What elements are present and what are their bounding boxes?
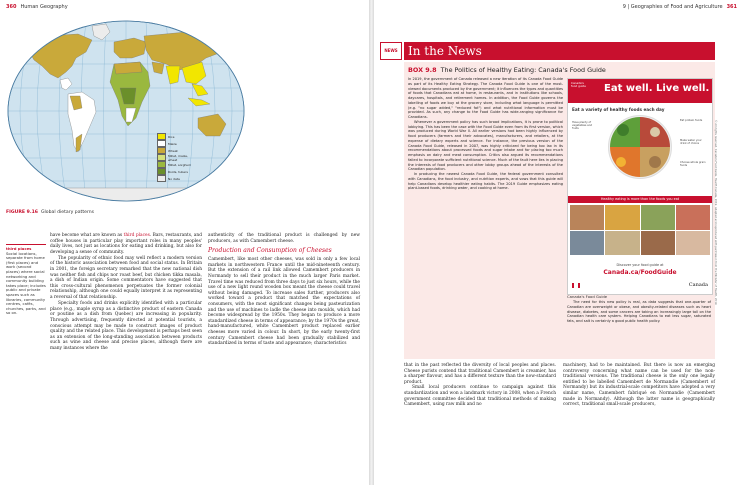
food-guide-logo: Canada's food guide xyxy=(571,81,586,89)
figure-label: FIGURE 9.16 xyxy=(6,210,38,215)
box-paragraph: The need for this new policy is real, as data suggests that one-quarter of Canadian are overweight or obese, and obesity-related diseases such as heart disease, diabetes, and some cancers are taking an increasingly large toll on the Canadian health care system. Helping Canadians to eat less sugar, saturated fats, and salt is certainly a good public health policy. xyxy=(567,300,711,323)
wholegrain-label: Choose whole grain foods xyxy=(680,161,706,167)
food-guide-image xyxy=(567,78,713,295)
right-page xyxy=(374,0,743,485)
world-dietary-map xyxy=(6,18,246,204)
food-guide-motto: Eat well. Live well. xyxy=(604,83,710,94)
photo-tile xyxy=(570,205,604,230)
legend-label: Rice xyxy=(168,134,175,139)
photo-tile xyxy=(641,205,675,230)
legend-row xyxy=(157,161,197,168)
section-heading: Production and Consumption of Cheeses xyxy=(208,247,332,255)
box-paragraph: In 2019, the government of Canada released a new iteration of its Canada Food Guide as part of its Healthy Eating Strategy. The Canada Food Guide is one of the most-viewed documents produced by the government; it influences the types and quantities of foods that Canadians eat at home, in restaurants, and in institutions like schools, daycares, hospitals, and retirement homes. In addition, the Food Guide governs the labelling of foods we buy at the grocery store, including what language is permitted (e.g. "no sugar added," "reduced fat") and what nutritional information must be provided. As such, any change to the Food Guide has wide-ranging significance for Canadians. xyxy=(408,77,563,119)
protein-label: Eat protein foods xyxy=(680,119,703,122)
legend-row xyxy=(157,140,197,147)
news-header: In the News xyxy=(408,44,482,58)
photo-tile xyxy=(676,231,710,256)
legend-swatch-maize xyxy=(157,140,166,147)
box-number: BOX 9.8 xyxy=(408,66,437,74)
food-guide-caption: Canada's Food Guide xyxy=(567,294,608,299)
right-page-number: 361 xyxy=(726,4,737,10)
right-running-head xyxy=(623,4,737,10)
legend-row xyxy=(157,168,197,175)
box-text-left xyxy=(408,77,563,191)
photo-tile xyxy=(641,231,675,256)
left-running-title: Human Geography xyxy=(20,4,68,10)
legend-label: No data xyxy=(168,176,180,181)
left-page xyxy=(0,0,369,485)
image-credit xyxy=(713,120,717,306)
food-guide-url: Canada.ca/FoodGuide xyxy=(603,269,677,276)
chapter-label: 9 | Geographies of Food and Agriculture xyxy=(622,4,723,10)
legend-row xyxy=(157,154,197,161)
plate-svg xyxy=(609,116,671,178)
photo-tile xyxy=(676,205,710,230)
legend-swatch-no-data xyxy=(157,175,166,182)
figure-caption xyxy=(6,210,94,215)
image-credit-text: © All rights reserved. Canada's Food Guide. Health Canada, 2019. Adapted and reproduced with permission from the Minister of Health, 2019. xyxy=(714,120,717,306)
glossary-definition: Social locations, separate from home (first places) and work (second places) where social networking and community building takes place; includes public and private spaces such as libraries, community centres, cafés, churches, parks, and so on. xyxy=(6,250,46,316)
legend-swatch-rice xyxy=(157,133,166,140)
photo-tile xyxy=(605,231,639,256)
box-text-right xyxy=(567,300,711,324)
photo-tile xyxy=(605,205,639,230)
right-column-1 xyxy=(404,363,556,408)
box-paragraph: Whenever a government policy has such broad implications, it is prone to political lobbying. This has been the case with the Food Guide even from its first version, which was produced during World War II. All earlier versions had been highly influenced by food producers (farmers and their advocates), manufacturers, and retailers, at the expense of dietary experts and science. For instance, the previous version of the Canada Food Guide, released in 2007, was highly criticized for being too lax in its recommendations about processed foods and sugar intake and for placing too much emphasis on dairy and meat consumption. Critics also argued its recommendations failed to incorporate sufficient nutritional science. Much of the fault here lies in placing the interests of food producers and other lobby groups ahead of the interests of the Canadian population. xyxy=(408,119,563,172)
legend-label: Roots, tubers xyxy=(168,169,188,174)
legend-label: Maize xyxy=(168,141,177,146)
body-paragraph: authenticity of the traditional product is challenged by new producers, as with Camembert cheese. xyxy=(208,233,360,244)
body-paragraph: Camembert, like most other cheeses, was sold in only a few local markets in northwestern France until the mid-nineteenth century. But the extension of a rail link allowed Camembert producers in Normandy to sell their product in the much larger Paris market. Travel time was reduced from three days to just six hours, while the use of a new light round wooden box meant the cheese could travel without being damaged. To increase sales further, producers also worked toward a product that matched the expectations of consumers, with the most significant changes being pasteurization and the use of machines to ladle the cheese into moulds, which had become widespread by the 1950s. They began to produce a more standardized cheese in terms of appearance; by the 1970s the great, hand-manufactured, white Camembert product replaced earlier cheeses more varied in colour. In short, by the early twenty-first century Camembert cheese had been gradually stabilized and standardized in terms of taste and appearance; characteristics xyxy=(208,257,360,347)
legend-label: Millet, maize, wheat xyxy=(168,153,188,162)
right-column-2 xyxy=(563,363,715,408)
left-column-1 xyxy=(50,233,202,352)
food-guide-discover: Discover your food guide at xyxy=(616,263,664,267)
legend-label: Millet, sorghum xyxy=(168,162,192,167)
news-tag: NEWS xyxy=(380,42,402,60)
left-column-2 xyxy=(208,233,360,347)
canada-flag-icon xyxy=(572,283,580,288)
body-paragraph: Specialty foods and drinks explicitly identified with a particular place (e.g., maple syrup as a distinctive product of eastern Canada or poutine as a dish from Quebec) are increasing in popularity. Through advertising, frequently directed at potential tourists, a conscious attempt may be made to construct images of product quality and the related place. This development is perhaps best seen as an extension of the long-standing association between products such as wine and cheese and precise places, although there are many instances where the xyxy=(50,301,202,351)
map-svg xyxy=(6,18,246,204)
inline-term: third places xyxy=(123,233,150,238)
map-legend xyxy=(157,133,197,182)
body-paragraph: The popularity of ethnic food may well reflect a modern version of the historic association between food and social status. In Britain in 2001, the foreign secretary remarked that the new national dish was neither fish and chips nor roast beef, but chicken tikka masala, a dish of Indian origin. Some commentators have suggested that this cross-cultural phenomenon perpetuates the former colonial relationship, although one could equally interpret it as representing a reversal of that relationship. xyxy=(50,255,202,301)
food-photo-grid xyxy=(570,205,710,255)
canada-wordmark: Canada xyxy=(688,282,708,288)
legend-label: Wheat xyxy=(168,148,178,153)
body-paragraph: machinery, had to be maintained. But there is now an emerging controversy concerning what name can be used for the non-traditional versions. The traditional cheese is the only one legally entitled to be labelled Camembert de Normandie (Camembert of Normandy) but its industrial-scale competitors have adopted a very similar name, Camembert fabriqué en Normandie (Camembert made in Normandy). Although the latter name is geographically correct, traditional small-scale producers, xyxy=(563,363,715,408)
water-label: Make water your drink of choice xyxy=(680,139,702,145)
box-title-text: The Politics of Healthy Eating: Canada's Food Guide xyxy=(440,66,606,74)
box-title xyxy=(408,66,606,74)
body-paragraph: Small local producers continue to campaign against this standardization and won a landmark victory in 2008, when a French government committee decided that traditional methods of making Camembert, using raw milk and no xyxy=(404,385,556,408)
legend-swatch-wheat xyxy=(157,147,166,154)
food-guide-band: Healthy eating is more than the foods you eat xyxy=(568,196,712,203)
legend-row xyxy=(157,175,197,182)
left-page-number: 360 xyxy=(6,4,17,10)
body-paragraph: have become what are known as third places. Bars, restaurants, and coffee houses in particular play important roles in many peoples' daily lives, not just as locations for eating and drinking, but also for developing a sense of community. xyxy=(50,233,202,255)
glossary-term: third places xyxy=(6,246,32,251)
legend-row xyxy=(157,133,197,140)
legend-swatch-roots-tubers xyxy=(157,168,166,175)
box-paragraph: In producing the newest Canada Food Guide, the federal government consulted with Canadians, the food industry, and nutrition experts, and vows that this guide will help Canadians develop healthier eating habits. The 2019 Guide emphasizes eating plant-based foods, drinking water, and cooking at home. xyxy=(408,172,563,191)
margin-glossary-note xyxy=(6,244,46,316)
legend-swatch-millet-sorghum xyxy=(157,161,166,168)
legend-swatch-millet-maize-wheat xyxy=(157,154,166,161)
food-guide-subhead: Eat a variety of healthy foods each day xyxy=(572,107,665,112)
veg-label: Have plenty of vegetables and fruits xyxy=(572,121,592,130)
body-paragraph: that in the past reflected the diversity of local peoples and places. Cheese purists contend that traditional Camembert is creamier, has a sharper flavour, and has a different texture than the now-standard product. xyxy=(404,363,556,385)
photo-tile xyxy=(570,231,604,256)
news-header-bar xyxy=(404,42,715,60)
left-running-head xyxy=(6,4,68,10)
figure-caption-text: Global dietary patterns xyxy=(40,210,95,215)
food-plate xyxy=(608,115,672,179)
